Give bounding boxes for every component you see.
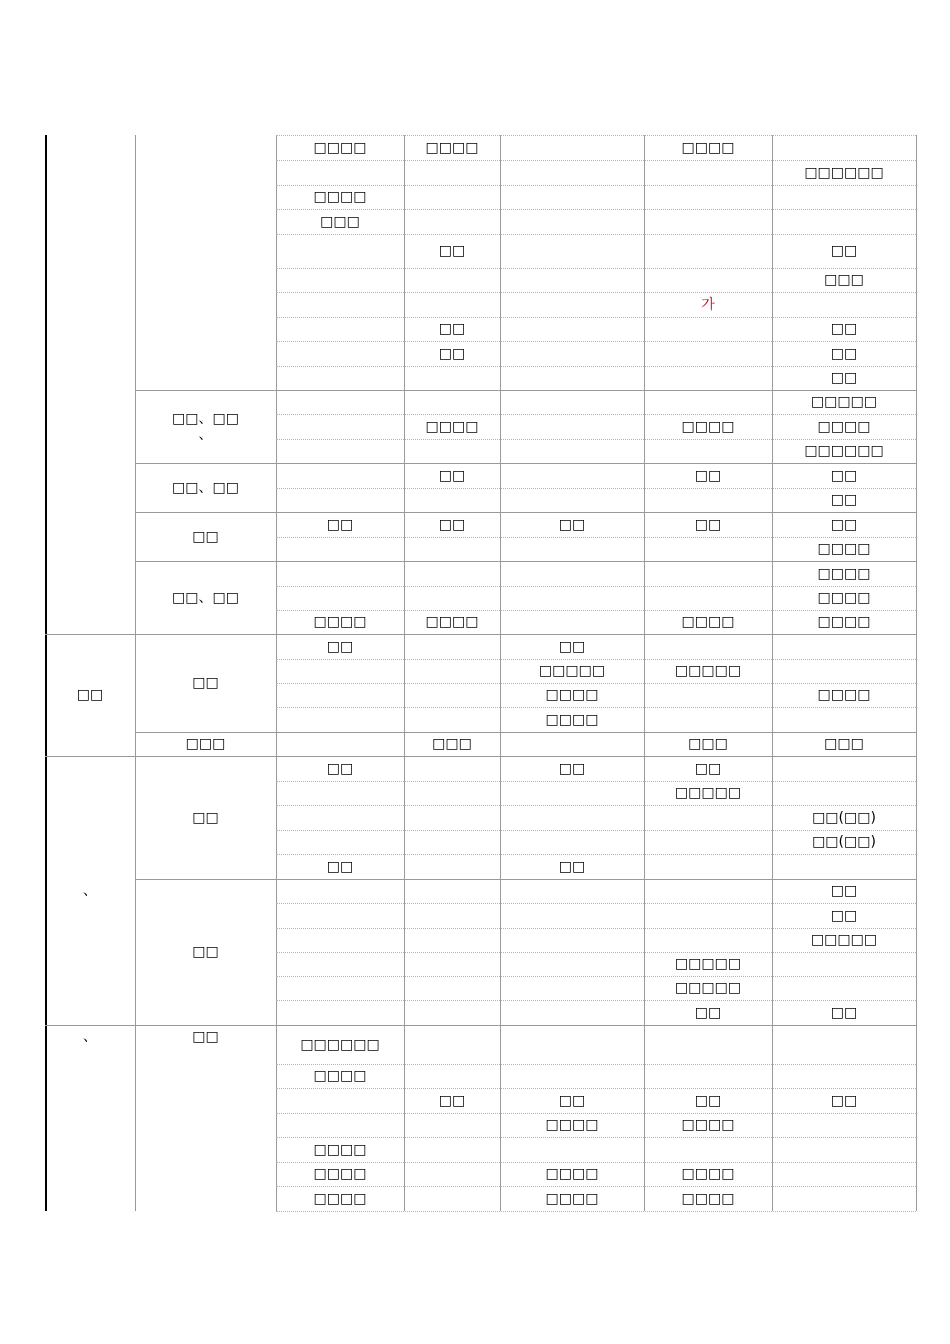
table-cell: □□□□ xyxy=(313,1190,367,1207)
table-cell: □□ xyxy=(438,516,466,533)
table-cell: □□ xyxy=(438,467,466,484)
table-cell: □□□□ xyxy=(545,687,599,703)
group-label: 、 xyxy=(83,1029,97,1045)
table-cell: □□□□□ xyxy=(674,785,742,801)
section-label: □□、□□ xyxy=(172,589,239,606)
table-cell: □□□□ xyxy=(313,1068,367,1084)
row-divider xyxy=(276,292,916,293)
table-cell: □□□□ xyxy=(425,614,479,630)
table-cell: □□ xyxy=(830,370,858,386)
table-bottom-border xyxy=(276,1211,916,1212)
section-label: □□ xyxy=(192,675,219,691)
table-cell: □□ xyxy=(558,638,586,655)
table-cell: □□(□□) xyxy=(812,834,876,850)
section-label: □□ xyxy=(192,528,219,545)
table-cell: □□□□□□ xyxy=(300,1036,380,1053)
table-cell: □□□□ xyxy=(545,1190,599,1207)
table-cell: □□ xyxy=(326,760,354,777)
table-cell: □□□□ xyxy=(313,139,367,156)
table-cell: □□□□ xyxy=(817,565,871,582)
table-cell: □□□□ xyxy=(817,687,871,703)
section-label: □□ xyxy=(192,944,219,960)
table-cell: □□□□ xyxy=(313,189,367,205)
table-cell: □□□□ xyxy=(545,1166,599,1182)
table-cell: □□□□□ xyxy=(810,932,878,948)
section-label: □□、□□ xyxy=(172,479,239,496)
table-cell: □□□□□□ xyxy=(804,443,884,459)
table-cell: □□□□□□ xyxy=(804,164,884,181)
table-cell: □□ xyxy=(326,638,354,655)
table-cell: □□□□ xyxy=(313,1141,367,1158)
table-cell: □□ xyxy=(326,516,354,533)
section-label: □□ xyxy=(192,1029,219,1045)
table-cell: □□ xyxy=(694,1092,722,1109)
table-cell: □□□□ xyxy=(425,139,479,156)
table-cell: □□□□ xyxy=(313,614,367,630)
section-label xyxy=(135,135,276,390)
table-cell: □□ xyxy=(438,345,466,362)
section-label: □□ xyxy=(192,809,219,826)
table-cell: □□□□ xyxy=(681,1190,735,1207)
group-label: 、 xyxy=(83,882,97,899)
table-cell: □□□□□ xyxy=(538,663,606,679)
table-cell: □□ xyxy=(558,760,586,777)
table-cell: □□ xyxy=(326,858,354,875)
table-cell: □□ xyxy=(694,1004,722,1021)
table-cell: □□□ xyxy=(432,736,472,752)
table-cell: □□ xyxy=(694,516,722,533)
table-cell: □□□□ xyxy=(817,541,871,557)
table-cell: □□□□ xyxy=(817,590,871,606)
table-cell: □□□□ xyxy=(545,1117,599,1133)
table-cell: □□ xyxy=(830,883,858,899)
table-cell: □□ xyxy=(830,492,858,508)
table-cell: □□□□ xyxy=(817,614,871,630)
table-cell: □□ xyxy=(694,467,722,484)
table-cell: 가 xyxy=(701,296,715,313)
table-cell: □□□□ xyxy=(425,418,479,435)
table-cell: □□ xyxy=(558,1092,586,1109)
table-cell: □□ xyxy=(830,467,858,484)
section-label: □□、□□ 、 xyxy=(172,410,239,443)
table-cell: □□ xyxy=(830,907,858,924)
table-cell: □□ xyxy=(558,516,586,533)
table-cell: □□ xyxy=(830,1004,858,1021)
section-label: □□□ xyxy=(185,736,226,752)
table-cell: □□□□ xyxy=(545,711,599,728)
table-cell: □□□□ xyxy=(681,418,735,435)
table-cell: □□ xyxy=(558,858,586,875)
table-cell: □□□□ xyxy=(817,418,871,435)
table-cell: □□□□□ xyxy=(674,980,742,996)
table-cell: □□ xyxy=(830,345,858,362)
table-cell: □□□□□ xyxy=(674,663,742,679)
table-cell: □□ xyxy=(830,243,858,259)
table-right-border xyxy=(916,135,917,1211)
group-label: □□ xyxy=(76,687,104,703)
row-divider xyxy=(276,976,916,977)
row-divider xyxy=(276,952,916,953)
table-cell: □□□ xyxy=(824,272,864,288)
table-cell: □□ xyxy=(438,321,466,337)
table-cell: □□□ xyxy=(320,213,360,230)
table-cell: □□ xyxy=(830,321,858,337)
table-cell: □□ xyxy=(438,243,466,259)
table-cell: □□□□ xyxy=(681,614,735,630)
table-cell: □□□□□ xyxy=(674,956,742,972)
table-cell: □□ xyxy=(694,760,722,777)
column-divider xyxy=(772,135,773,1211)
table-cell: □□□ xyxy=(824,736,864,752)
table-cell: □□ xyxy=(438,1092,466,1109)
column-divider xyxy=(404,135,405,1211)
table-cell: □□□□□ xyxy=(810,394,878,410)
table-cell: □□(□□) xyxy=(812,809,876,826)
table-cell: □□ xyxy=(830,1092,858,1109)
table-cell: □□□□ xyxy=(313,1166,367,1182)
group-label xyxy=(45,135,135,634)
table-cell: □□□□ xyxy=(681,139,735,156)
table-cell: □□□□ xyxy=(681,1166,735,1182)
table-cell: □□□□ xyxy=(681,1117,735,1133)
table-cell: □□ xyxy=(830,516,858,533)
row-divider xyxy=(276,781,916,782)
table-cell: □□□ xyxy=(688,736,728,752)
